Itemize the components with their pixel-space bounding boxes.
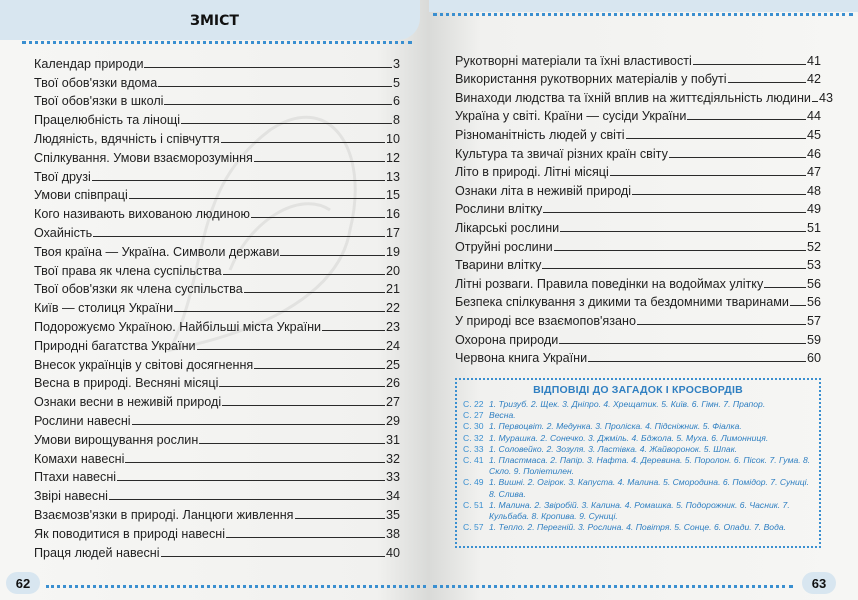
toc-entry-page: 46 bbox=[806, 146, 821, 161]
toc-entry-title: Червона книга України bbox=[455, 351, 588, 366]
toc-leader-line bbox=[109, 499, 385, 500]
toc-entry bbox=[34, 108, 400, 127]
toc-entry-page: 49 bbox=[806, 202, 821, 217]
toc-entry-page: 51 bbox=[806, 220, 821, 235]
toc-leader-line bbox=[125, 462, 385, 463]
answer-text: 1. Соловейко. 2. Зозуля. 3. Ластівка. 4. Жайворонок. 5. Шпак. bbox=[489, 443, 738, 454]
answer-row bbox=[463, 522, 813, 533]
toc-entry bbox=[455, 49, 821, 68]
toc-entry-page: 56 bbox=[806, 295, 821, 310]
toc-leader-line bbox=[554, 250, 806, 251]
toc-entry-title: Культура та звичаї різних країн світу bbox=[455, 146, 668, 161]
answer-text: Весна. bbox=[489, 410, 516, 421]
toc-leader-line bbox=[559, 343, 806, 344]
answer-row bbox=[463, 455, 813, 477]
toc-entry-title: Твоя країна — Україна. Символи держави bbox=[34, 244, 280, 259]
answer-page-ref: С. 49 bbox=[463, 477, 484, 488]
toc-entry-page: 45 bbox=[806, 127, 821, 142]
answer-page-ref: С. 30 bbox=[463, 421, 484, 432]
toc-entry-page: 34 bbox=[385, 489, 400, 504]
toc-leader-line bbox=[144, 67, 392, 68]
answers-title: ВІДПОВІДІ ДО ЗАГАДОК І КРОСВОРДІВ bbox=[533, 384, 743, 396]
toc-leader-line bbox=[164, 104, 392, 105]
toc-entry-title: У природі все взаємопов'язано bbox=[455, 313, 636, 328]
toc-entry-page: 47 bbox=[806, 165, 821, 180]
table-of-contents bbox=[455, 49, 833, 366]
toc-entry bbox=[34, 447, 400, 466]
toc-entry bbox=[455, 235, 821, 254]
answer-page-ref: С. 33 bbox=[463, 443, 484, 454]
answer-row bbox=[463, 477, 813, 499]
toc-leader-line bbox=[790, 305, 806, 306]
answer-row bbox=[463, 433, 813, 444]
toc-entry-page: 56 bbox=[806, 276, 821, 291]
toc-entry-title: Природні багатства України bbox=[34, 338, 196, 353]
toc-entry-page: 59 bbox=[806, 332, 821, 347]
toc-entry bbox=[34, 71, 400, 90]
toc-entry bbox=[455, 216, 821, 235]
toc-entry-page: 52 bbox=[806, 239, 821, 254]
toc-entry-page: 27 bbox=[385, 395, 400, 410]
toc-entry bbox=[455, 86, 833, 105]
toc-leader-line bbox=[161, 556, 385, 557]
toc-entry bbox=[455, 68, 821, 87]
toc-entry bbox=[455, 179, 821, 198]
toc-entry-title: Людяність, вдячність і співчуття bbox=[34, 131, 220, 146]
dotted-divider bbox=[22, 41, 412, 44]
toc-entry-page: 33 bbox=[385, 470, 400, 485]
toc-entry-page: 3 bbox=[392, 56, 400, 71]
toc-entry-title: Праця людей навесні bbox=[34, 545, 160, 560]
toc-entry bbox=[34, 184, 400, 203]
toc-entry-page: 17 bbox=[385, 225, 400, 240]
toc-entry bbox=[455, 272, 821, 291]
toc-leader-line bbox=[669, 157, 806, 158]
toc-leader-line bbox=[251, 217, 385, 218]
header-band bbox=[429, 0, 858, 12]
answer-page-ref: С. 51 bbox=[463, 499, 484, 510]
toc-entry-title: Звірі навесні bbox=[34, 489, 108, 504]
page-number: 63 bbox=[802, 572, 836, 594]
answers-list bbox=[463, 399, 813, 533]
answer-page-ref: С. 57 bbox=[463, 522, 484, 533]
toc-leader-line bbox=[542, 268, 806, 269]
toc-leader-line bbox=[244, 292, 385, 293]
toc-leader-line bbox=[295, 518, 385, 519]
toc-entry bbox=[34, 315, 400, 334]
toc-entry-title: Умови співпраці bbox=[34, 188, 128, 203]
toc-entry bbox=[455, 142, 821, 161]
toc-entry bbox=[34, 372, 400, 391]
toc-entry-title: Київ — столиця України bbox=[34, 301, 174, 316]
toc-entry-page: 23 bbox=[385, 319, 400, 334]
toc-leader-line bbox=[254, 161, 385, 162]
toc-leader-line bbox=[129, 198, 385, 199]
dotted-divider bbox=[433, 585, 793, 588]
toc-entry bbox=[34, 390, 400, 409]
toc-entry-page: 44 bbox=[806, 109, 821, 124]
toc-entry-page: 41 bbox=[806, 53, 821, 68]
dotted-divider bbox=[433, 13, 853, 16]
toc-entry bbox=[34, 484, 400, 503]
toc-entry-title: Охорона природи bbox=[455, 332, 559, 347]
toc-entry-title: Отруйні рослини bbox=[455, 239, 553, 254]
toc-leader-line bbox=[560, 231, 806, 232]
toc-leader-line bbox=[158, 86, 392, 87]
answers-box bbox=[455, 378, 821, 548]
toc-entry bbox=[34, 353, 400, 372]
toc-leader-line bbox=[221, 142, 385, 143]
toc-entry-page: 10 bbox=[385, 131, 400, 146]
toc-entry-title: Україна у світі. Країни — сусіди України bbox=[455, 109, 687, 124]
answer-page-ref: С. 41 bbox=[463, 455, 484, 466]
toc-leader-line bbox=[181, 123, 392, 124]
toc-leader-line bbox=[92, 180, 385, 181]
toc-entry bbox=[34, 146, 400, 165]
toc-leader-line bbox=[632, 194, 806, 195]
toc-entry-title: Календар природи bbox=[34, 56, 144, 71]
toc-entry-page: 53 bbox=[806, 258, 821, 273]
toc-entry-title: Твої обов'язки вдома bbox=[34, 75, 158, 90]
toc-leader-line bbox=[764, 287, 806, 288]
toc-entry-page: 42 bbox=[806, 72, 821, 87]
toc-entry-title: Комахи навесні bbox=[34, 451, 125, 466]
toc-leader-line bbox=[199, 443, 385, 444]
toc-entry bbox=[34, 466, 400, 485]
toc-entry-page: 57 bbox=[806, 313, 821, 328]
toc-entry bbox=[34, 428, 400, 447]
toc-entry-title: Кого називають вихованою людиною bbox=[34, 207, 250, 222]
toc-entry-title: Ознаки весни в неживій природі bbox=[34, 395, 222, 410]
toc-entry-page: 43 bbox=[818, 90, 833, 105]
toc-leader-line bbox=[812, 101, 818, 102]
toc-entry-title: Використання рукотворних матеріалів у побуті bbox=[455, 72, 727, 87]
toc-entry-title: Подорожуємо Україною. Найбільші міста України bbox=[34, 319, 322, 334]
toc-leader-line bbox=[588, 361, 806, 362]
toc-entry-title: Взаємозв'язки в природі. Ланцюги живлення bbox=[34, 507, 294, 522]
toc-entry bbox=[34, 503, 400, 522]
toc-entry bbox=[455, 198, 821, 217]
toc-entry-title: Ознаки літа в неживій природі bbox=[455, 183, 632, 198]
toc-entry bbox=[34, 278, 400, 297]
answer-row bbox=[463, 444, 813, 455]
toc-leader-line bbox=[222, 405, 385, 406]
toc-entry bbox=[34, 259, 400, 278]
toc-entry-page: 40 bbox=[385, 545, 400, 560]
toc-leader-line bbox=[610, 175, 806, 176]
toc-entry-page: 6 bbox=[392, 94, 400, 109]
toc-entry-page: 12 bbox=[385, 150, 400, 165]
toc-entry bbox=[34, 202, 400, 221]
toc-leader-line bbox=[543, 212, 806, 213]
toc-leader-line bbox=[219, 386, 385, 387]
right-page bbox=[429, 0, 858, 600]
toc-entry-title: Птахи навесні bbox=[34, 470, 117, 485]
answer-row bbox=[463, 410, 813, 421]
toc-entry bbox=[455, 254, 821, 273]
table-of-contents bbox=[34, 52, 400, 560]
toc-entry bbox=[34, 522, 400, 541]
toc-entry-page: 35 bbox=[385, 507, 400, 522]
toc-entry-title: Внесок українців у світові досягнення bbox=[34, 357, 254, 372]
toc-leader-line bbox=[174, 311, 385, 312]
toc-entry-title: Твої обов'язки в школі bbox=[34, 94, 164, 109]
answer-text: 1. Первоцвіт. 2. Медунка. 3. Проліска. 4. Підсніжник. 5. Фіалка. bbox=[489, 421, 742, 432]
toc-entry bbox=[34, 127, 400, 146]
toc-entry-page: 48 bbox=[806, 183, 821, 198]
toc-entry bbox=[455, 291, 821, 310]
toc-entry-title: Твої друзі bbox=[34, 169, 91, 184]
toc-entry-title: Лікарські рослини bbox=[455, 220, 560, 235]
toc-leader-line bbox=[728, 82, 806, 83]
toc-leader-line bbox=[117, 480, 385, 481]
toc-entry bbox=[455, 347, 821, 366]
toc-leader-line bbox=[197, 349, 385, 350]
page-number: 62 bbox=[6, 572, 40, 594]
answer-row bbox=[463, 421, 813, 432]
toc-entry bbox=[455, 161, 821, 180]
toc-entry bbox=[455, 123, 821, 142]
toc-entry bbox=[34, 90, 400, 109]
toc-entry-page: 21 bbox=[385, 282, 400, 297]
toc-entry-title: Безпека спілкування з дикими та бездомними тваринами bbox=[455, 295, 789, 310]
answer-row bbox=[463, 500, 813, 522]
toc-entry-page: 8 bbox=[392, 113, 400, 128]
toc-entry-page: 20 bbox=[385, 263, 400, 278]
toc-leader-line bbox=[254, 368, 385, 369]
toc-entry-page: 32 bbox=[385, 451, 400, 466]
page-title: ЗМІСТ bbox=[190, 13, 239, 29]
toc-entry-title: Тварини влітку bbox=[455, 258, 542, 273]
answer-row bbox=[463, 399, 813, 410]
toc-entry-title: Умови вирощування рослин bbox=[34, 432, 199, 447]
toc-entry-title: Літні розваги. Правила поведінки на водоймах улітку bbox=[455, 276, 764, 291]
toc-leader-line bbox=[637, 324, 806, 325]
answer-text: 1. Пластмаса. 2. Папір. 3. Нафта. 4. Деревина. 5. Поролон. 6. Пісок. 7. Гума. 8. Скло. 9. Поліетилен. bbox=[489, 455, 811, 477]
toc-entry bbox=[34, 296, 400, 315]
toc-entry-title: Винаходи людства та їхній вплив на життєдіяльність людини bbox=[455, 90, 811, 105]
toc-leader-line bbox=[226, 537, 385, 538]
answer-text: 1. Мурашка. 2. Сонечко. 3. Джміль. 4. Бджола. 5. Муха. 6. Лимонниця. bbox=[489, 432, 769, 443]
toc-entry-title: Працелюбність та лінощі bbox=[34, 113, 180, 128]
toc-leader-line bbox=[626, 138, 806, 139]
toc-entry-title: Рослини влітку bbox=[455, 202, 543, 217]
toc-entry-page: 26 bbox=[385, 376, 400, 391]
toc-leader-line bbox=[280, 255, 385, 256]
toc-entry-page: 25 bbox=[385, 357, 400, 372]
toc-entry-title: Рослини навесні bbox=[34, 413, 131, 428]
toc-entry bbox=[34, 165, 400, 184]
toc-leader-line bbox=[322, 330, 385, 331]
toc-entry bbox=[34, 240, 400, 259]
toc-entry bbox=[455, 309, 821, 328]
toc-entry-page: 31 bbox=[385, 432, 400, 447]
dotted-divider bbox=[46, 585, 426, 588]
toc-entry-title: Охайність bbox=[34, 225, 93, 240]
toc-entry-title: Літо в природі. Літні місяці bbox=[455, 165, 609, 180]
answer-text: 1. Тепло. 2. Перегній. 3. Рослина. 4. Повітря. 5. Сонце. 6. Опади. 7. Вода. bbox=[489, 522, 786, 533]
toc-entry-title: Весна в природі. Весняні місяці bbox=[34, 376, 219, 391]
toc-entry-title: Твої обов'язки як члена суспільства bbox=[34, 282, 243, 297]
answer-text: 1. Вишні. 2. Огірок. 3. Капуста. 4. Малина. 5. Смородина. 6. Помідор. 7. Суниці. 8. Слива. bbox=[489, 477, 809, 499]
toc-entry-title: Як поводитися в природі навесні bbox=[34, 526, 225, 541]
toc-leader-line bbox=[687, 119, 806, 120]
answer-page-ref: С. 32 bbox=[463, 432, 484, 443]
toc-entry-title: Спілкування. Умови взаєморозуміння bbox=[34, 150, 253, 165]
toc-entry-page: 24 bbox=[385, 338, 400, 353]
toc-entry-title: Твої права як члена суспільства bbox=[34, 263, 222, 278]
toc-entry-page: 19 bbox=[385, 244, 400, 259]
toc-entry bbox=[34, 409, 400, 428]
toc-entry-page: 22 bbox=[385, 301, 400, 316]
toc-entry-page: 29 bbox=[385, 413, 400, 428]
toc-entry-page: 60 bbox=[806, 351, 821, 366]
toc-entry-title: Різноманітність людей у світі bbox=[455, 127, 625, 142]
answer-page-ref: С. 27 bbox=[463, 410, 484, 421]
answer-text: 1. Малина. 2. Звіробій. 3. Калина. 4. Ромашка. 5. Подорожник. 6. Часник. 7. Кульбаба. 8. Кропива. 9. Суниці. bbox=[489, 499, 790, 522]
toc-entry-page: 13 bbox=[385, 169, 400, 184]
toc-entry bbox=[34, 221, 400, 240]
toc-entry bbox=[34, 334, 400, 353]
toc-entry-page: 5 bbox=[392, 75, 400, 90]
toc-leader-line bbox=[93, 236, 385, 237]
answer-page-ref: С. 22 bbox=[463, 399, 484, 409]
toc-entry bbox=[34, 52, 400, 71]
toc-leader-line bbox=[223, 274, 385, 275]
toc-entry-title: Рукотворні матеріали та їхні властивості bbox=[455, 53, 692, 68]
toc-entry-page: 16 bbox=[385, 207, 400, 222]
toc-leader-line bbox=[132, 424, 385, 425]
toc-leader-line bbox=[693, 64, 806, 65]
answer-text: 1. Тризуб. 2. Щек. 3. Дніпро. 4. Хрещатик. 5. Київ. 6. Гімн. 7. Прапор. bbox=[489, 399, 766, 409]
toc-entry-page: 15 bbox=[385, 188, 400, 203]
toc-entry bbox=[455, 328, 821, 347]
toc-entry-page: 38 bbox=[385, 526, 400, 541]
toc-entry bbox=[455, 105, 821, 124]
toc-entry bbox=[34, 541, 400, 560]
